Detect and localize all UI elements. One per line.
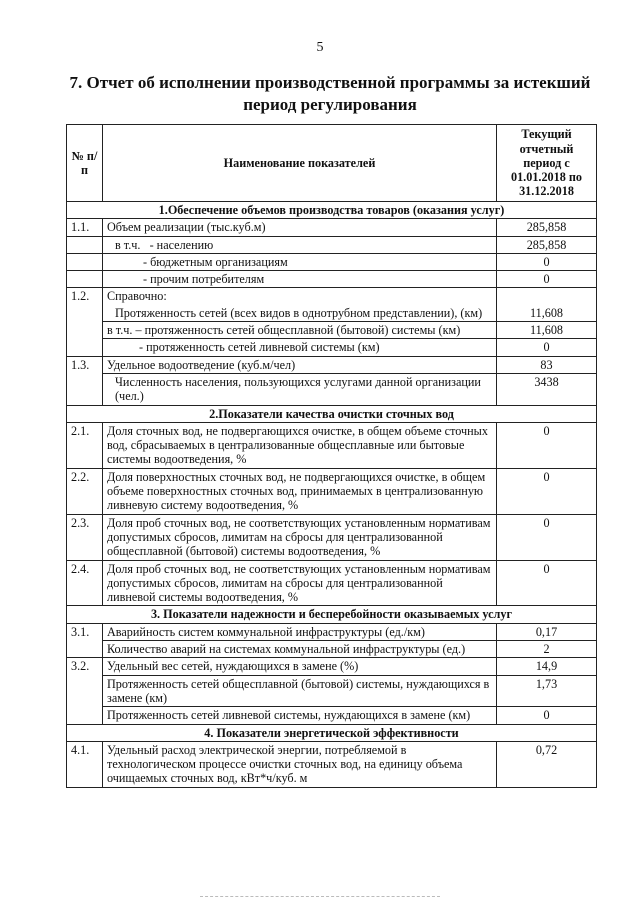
row-value: 285,858 [497, 219, 597, 236]
row-num [67, 271, 103, 288]
row-name: - протяженность сетей ливневой системы (км) [103, 339, 497, 356]
row-name: Доля поверхностных сточных вод, не подвергающихся очистке, в общем объеме поверхностных сточных вод, принимаемых в централизованную ливневую систему водоотведения, % [103, 468, 497, 514]
row-name: Объем реализации (тыс.куб.м) [103, 219, 497, 236]
table-row [67, 236, 597, 253]
row-value: 0 [497, 271, 597, 288]
section-row [67, 202, 597, 219]
row-num: 1.3. [67, 356, 103, 405]
row-value: 0 [497, 560, 597, 606]
row-name: в т.ч. – протяженность сетей общесплавной (бытовой) системы (км) [103, 322, 497, 339]
table-row [67, 253, 597, 270]
row-value [497, 288, 597, 305]
table-row [67, 219, 597, 236]
table-row [67, 322, 597, 339]
table-row [67, 468, 597, 514]
row-name: в т.ч. - населению [103, 236, 497, 253]
table-header-row [67, 125, 597, 202]
row-value: 3438 [497, 373, 597, 405]
row-name: Доля проб сточных вод, не соответствующих установленным нормативам допустимых сбросов, лимитам на сбросы для централизованной общесплавной (бытовой) системы водоотведения, % [103, 514, 497, 560]
table-row [67, 305, 597, 322]
row-value: 0 [497, 339, 597, 356]
row-num [67, 236, 103, 253]
row-num: 2.3. [67, 514, 103, 560]
section-title: 2.Показатели качества очистки сточных вод [67, 405, 597, 422]
row-num: 2.2. [67, 468, 103, 514]
table-row [67, 560, 597, 606]
row-name: Удельный вес сетей, нуждающихся в замене (%) [103, 658, 497, 675]
section-title: 1.Обеспечение объемов производства товаров (оказания услуг) [67, 202, 597, 219]
row-num: 4.1. [67, 741, 103, 787]
row-value: 0 [497, 707, 597, 724]
row-value: 0,72 [497, 741, 597, 787]
row-num: 2.4. [67, 560, 103, 606]
row-name: Аварийность систем коммунальной инфраструктуры (ед./км) [103, 623, 497, 640]
row-name: Количество аварий на системах коммунальной инфраструктуры (ед.) [103, 641, 497, 658]
row-value: 0 [497, 468, 597, 514]
page-number: 5 [316, 40, 324, 55]
table-row [67, 271, 597, 288]
row-num: 3.2. [67, 658, 103, 724]
row-name: Справочно: [103, 288, 497, 305]
table-row [67, 288, 597, 305]
row-name: - бюджетным организациям [103, 253, 497, 270]
row-name: Доля проб сточных вод, не соответствующих установленным нормативам допустимых сбросов, лимитам на сбросы для централизованной ливневой системы водоотведения, % [103, 560, 497, 606]
section-row [67, 405, 597, 422]
table-row [67, 675, 597, 707]
header-num: № п/п [67, 125, 103, 202]
page-title: 7. Отчет об исполнении производственной программы за истекший период регулирования [69, 73, 591, 114]
table-row [67, 623, 597, 640]
section-row [67, 724, 597, 741]
row-value: 83 [497, 356, 597, 373]
row-value: 14,9 [497, 658, 597, 675]
row-name: Удельный расход электрической энергии, потребляемой в технологическом процессе очистки сточных вод, на единицу объема очищаемых сточных вод, кВт*ч/куб. м [103, 741, 497, 787]
table-row [67, 707, 597, 724]
table-row [67, 356, 597, 373]
scan-artifact [200, 896, 440, 899]
row-name: Протяженность сетей ливневой системы, нуждающихся в замене (км) [103, 707, 497, 724]
row-value: 285,858 [497, 236, 597, 253]
row-value: 11,608 [497, 322, 597, 339]
row-num: 1.2. [67, 288, 103, 356]
row-value: 0 [497, 514, 597, 560]
table-row [67, 658, 597, 675]
row-num: 2.1. [67, 422, 103, 468]
row-value: 1,73 [497, 675, 597, 707]
section-title: 4. Показатели энергетической эффективности [67, 724, 597, 741]
row-num: 3.1. [67, 623, 103, 658]
table-row [67, 422, 597, 468]
row-value: 0 [497, 253, 597, 270]
header-value: Текущий отчетный период с 01.01.2018 по 31.12.2018 [497, 125, 597, 202]
section-title: 3. Показатели надежности и бесперебойности оказываемых услуг [67, 606, 597, 623]
table-row [67, 741, 597, 787]
row-num [67, 253, 103, 270]
table-row [67, 641, 597, 658]
row-name: Доля сточных вод, не подвергающихся очистке, в общем объеме сточных вод, сбрасываемых в централизованные общесплавные или бытовые системы водоотведения, % [103, 422, 497, 468]
row-name: Удельное водоотведение (куб.м/чел) [103, 356, 497, 373]
row-value: 11,608 [497, 305, 597, 322]
row-name: - прочим потребителям [103, 271, 497, 288]
row-value: 2 [497, 641, 597, 658]
table-row [67, 514, 597, 560]
table-row [67, 339, 597, 356]
table-row [67, 373, 597, 405]
header-name: Наименование показателей [103, 125, 497, 202]
row-name: Протяженность сетей общесплавной (бытовой) системы, нуждающихся в замене (км) [103, 675, 497, 707]
row-value: 0,17 [497, 623, 597, 640]
report-table [66, 124, 597, 788]
section-row [67, 606, 597, 623]
row-value: 0 [497, 422, 597, 468]
row-name: Протяженность сетей (всех видов в однотрубном представлении), (км) [103, 305, 497, 322]
row-name: Численность населения, пользующихся услугами данной организации (чел.) [103, 373, 497, 405]
row-num: 1.1. [67, 219, 103, 236]
